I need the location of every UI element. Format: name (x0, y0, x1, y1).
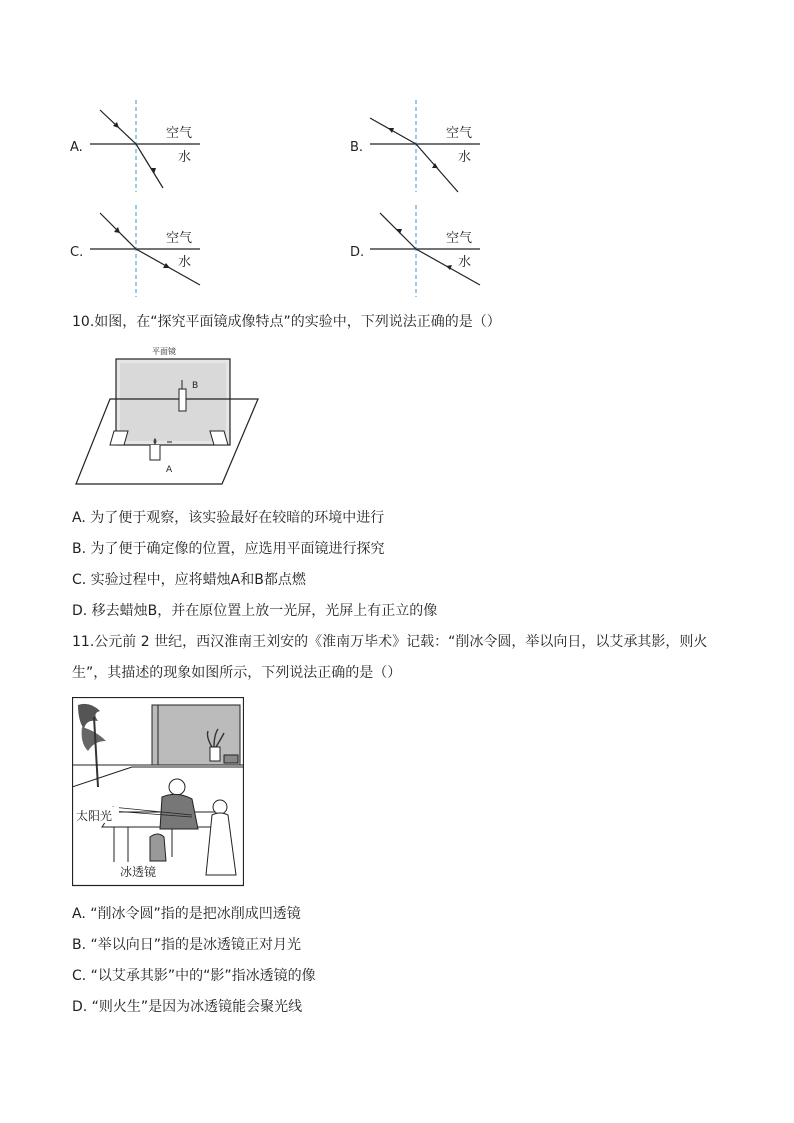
air-label: 空气 (446, 231, 473, 246)
q10-option-c: C. 实验过程中，应将蜡烛A和B都点燃 (72, 572, 306, 588)
q10-option-b: B. 为了便于确定像的位置，应选用平面镜进行探究 (72, 541, 385, 557)
option-letter: C. (70, 245, 84, 260)
option-letter: D. (350, 245, 365, 260)
air-label: 空气 (166, 126, 193, 141)
refraction-diagram-b (350, 100, 550, 195)
q11-option-a: A. “削冰令圆”指的是把冰削成凹透镜 (72, 906, 301, 922)
q9-option-c (70, 205, 270, 300)
water-label: 水 (178, 150, 192, 165)
air-label: 空气 (446, 126, 473, 141)
candle-b-label: B (192, 381, 199, 391)
q11-option-d: D. “则火生”是因为冰透镜能会聚光线 (72, 999, 303, 1015)
q9-option-a (70, 100, 270, 195)
plane-mirror-figure (72, 342, 262, 487)
q10-option-d: D. 移去蜡烛B，并在原位置上放一光屏，光屏上有正立的像 (72, 603, 438, 619)
q11-stem-line2: 生”，其描述的现象如图所示，下列说法正确的是（） (72, 665, 402, 681)
q10-stem: 10.如图，在“探究平面镜成像特点”的实验中，下列说法正确的是（） (72, 314, 501, 330)
q11-option-c: C. “以艾承其影”中的“影”指冰透镜的像 (72, 968, 316, 984)
mirror-label: 平面镜 (152, 347, 176, 356)
q11-option-b: B. “举以向日”指的是冰透镜正对月光 (72, 937, 302, 953)
water-label: 水 (458, 150, 472, 165)
air-label: 空气 (166, 231, 193, 246)
water-label: 水 (458, 255, 472, 270)
option-letter: B. (350, 140, 364, 155)
q9-option-b (350, 100, 550, 195)
water-label: 水 (178, 255, 192, 270)
ice-lens-label: 冰透镜 (120, 865, 157, 879)
q10-option-a: A. 为了便于观察，该实验最好在较暗的环境中进行 (72, 510, 385, 526)
sunlight-label: 太阳光 (76, 809, 113, 823)
ice-lens-illustration (72, 697, 244, 887)
candle-a-label: A (166, 465, 173, 475)
q11-stem-line1: 11.公元前 2 世纪，西汉淮南王刘安的《淮南万毕术》记载：“削冰令圆，举以向日，以艾承其影，则火 (72, 634, 708, 650)
option-letter: A. (70, 140, 83, 155)
q9-option-d (350, 205, 550, 300)
refraction-diagram-a (70, 100, 270, 195)
refraction-diagram-c (70, 205, 270, 300)
refraction-diagram-d (350, 205, 550, 300)
